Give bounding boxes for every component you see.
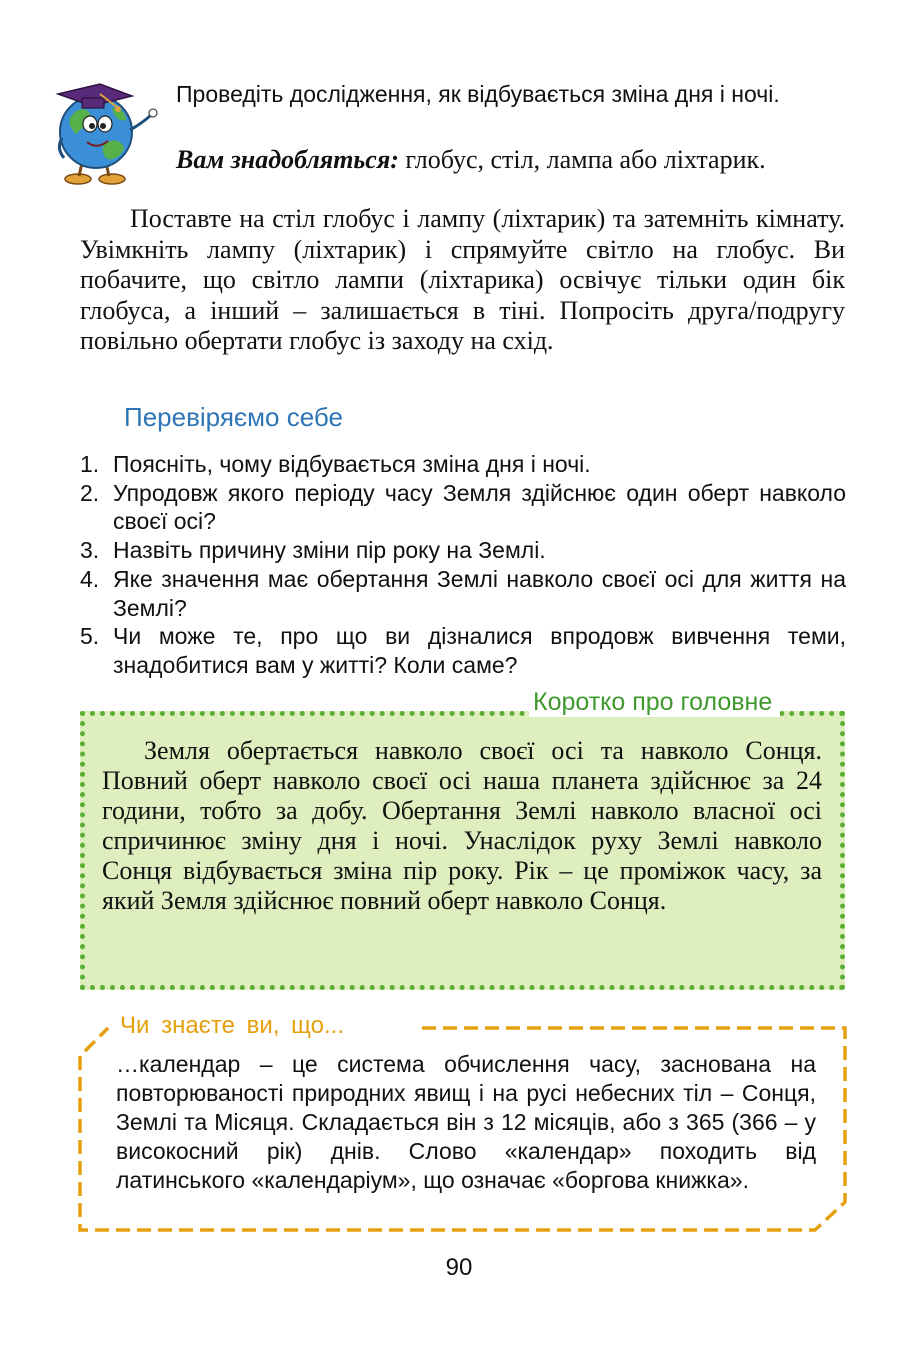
facts-title: Чи знаєте ви, що... — [118, 1012, 348, 1040]
self-check-questions — [80, 450, 846, 680]
materials-needed — [176, 144, 846, 175]
page-number: 90 — [445, 1254, 473, 1281]
question-item — [80, 479, 846, 536]
procedure-paragraph: Поставте на стіл глобус і лампу (ліхтарик) та затемніть кімнату. Увімкніть лампу (ліхтарик) і спрямуйте світло на глобус. Ви побачите, що світло лампи (ліхтарика) освічує тільки один бік глобуса, а інший – залишається в тіні. Попросіть друга/подругу повільно обертати глобус із заходу на схід. — [80, 204, 845, 355]
materials-list: глобус, стіл, лампа або ліхтарик. — [405, 145, 766, 174]
summary-text: Земля обертається навколо своєї осі та навколо Сонця. Повний оберт навколо своєї осі наша планета здійснює за 24 години, тобто за добу. Обертання Землі навколо власної осі спричинює зміну дня і ночі. Унаслідок руху Землі навколо Сонця відбувається зміна пір року. Рік – це проміжок часу, за який Земля здійснює повний оберт навколо Сонця. — [102, 736, 822, 915]
question-number: 2. — [80, 479, 100, 506]
question-item — [80, 622, 846, 679]
summary-title: Коротко про головне — [529, 688, 780, 717]
question-item — [80, 536, 846, 565]
globe-mascot-icon — [52, 78, 164, 188]
question-number: 1. — [80, 451, 100, 477]
question-number: 5. — [80, 623, 100, 650]
question-item — [80, 565, 846, 622]
self-check-title: Перевіряємо себе — [124, 402, 343, 432]
question-item — [80, 450, 846, 479]
materials-label: Вам знадобляться: — [176, 145, 399, 174]
question-text: Упродовж якого періоду часу Земля здійснює один оберт навколо своєї осі? — [113, 479, 846, 535]
intro-task: Проведіть дослідження, як відбувається зміна дня і ночі. — [176, 81, 780, 107]
facts-text: …календар – це система обчислення часу, заснована на повторюваності природних явищ і на русі небесних тіл – Сонця, Землі та Місяця. Складається він з 12 місяців, або з 365 (366 – у високосний рік) днів. Слово «календар» походить від латинського «календаріум», що означає «боргова книжка». — [116, 1051, 816, 1193]
question-text: Назвіть причину зміни пір року на Землі. — [113, 537, 546, 564]
question-text: Поясніть, чому відбувається зміна дня і ночі. — [113, 451, 591, 477]
question-text: Чи може те, про що ви дізналися впродовж вивчення теми, знадобитися вам у житті? Коли саме? — [113, 623, 846, 678]
question-number: 3. — [80, 537, 100, 564]
question-text: Яке значення має обертання Землі навколо своєї осі для життя на Землі? — [113, 565, 846, 621]
question-number: 4. — [80, 565, 100, 592]
